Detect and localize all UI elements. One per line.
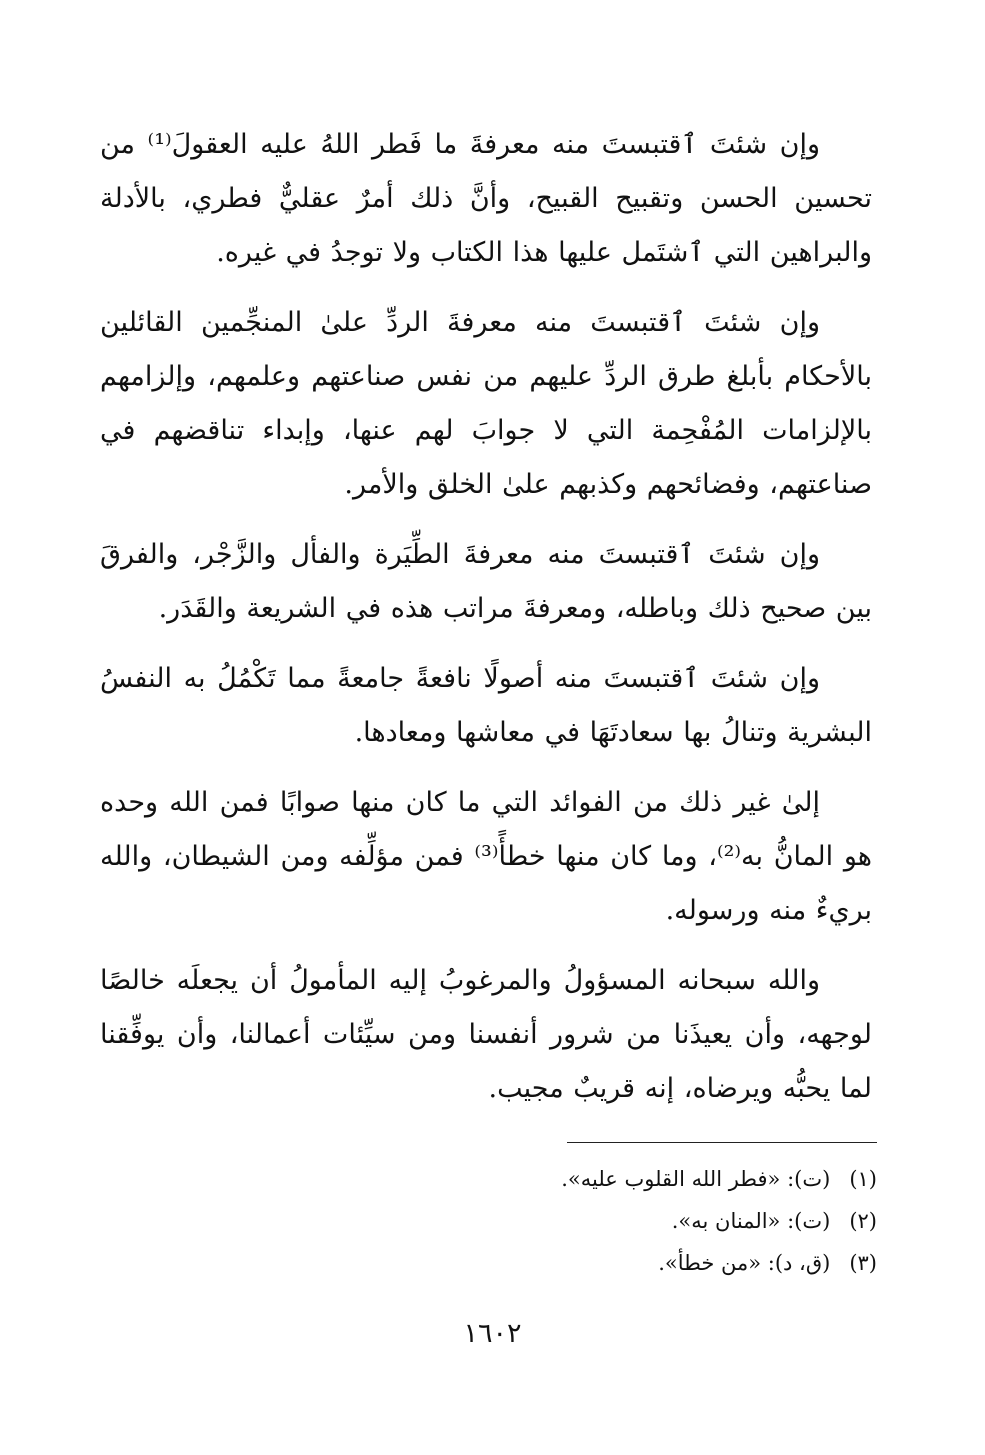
paragraph-5: إلىٰ غير ذلك من الفوائد التي ما كان منها صوابًا فمن الله وحده هو المانُّ به⁽²⁾، وما كان منها خطأً⁽³⁾ فمن مؤلِّفه ومن الشيطان، والله بريءٌ منه ورسوله. xyxy=(100,787,873,926)
footnote-text: (ق، د): «من خطأ». xyxy=(658,1251,831,1275)
footnote-text: (ت): «فطر الله القلوب عليه». xyxy=(561,1167,831,1191)
footnote-number: (٢) xyxy=(849,1209,877,1233)
footnotes xyxy=(177,1158,877,1284)
footnote-divider xyxy=(567,1142,877,1143)
footnote-2 xyxy=(177,1200,877,1242)
page-number: ١٦٠٢ xyxy=(463,1318,522,1349)
footnote-1 xyxy=(177,1158,877,1200)
main-text xyxy=(100,118,872,1132)
paragraph-1: وإن شئتَ ٱقتبستَ منه معرفةَ ما فَطر اللهُ عليه العقولَ⁽¹⁾ من تحسين الحسن وتقبيح القبيح، وأنَّ ذلك أمرٌ عقليٌّ فطري، بالأدلة والبراهين التي ٱشتَمل عليها هذا الكتاب ولا توجدُ في غيره. xyxy=(100,129,872,268)
footnote-3 xyxy=(177,1242,877,1284)
footnote-number: (١) xyxy=(849,1167,877,1191)
paragraph-6: والله سبحانه المسؤولُ والمرغوبُ إليه المأمولُ أن يجعلَه خالصًا لوجهه، وأن يعيذَنا من شرور أنفسنا ومن سيِّئات أعمالنا، وأن يوفِّقنا لما يحبُّه ويرضاه، إنه قريبٌ مجيب. xyxy=(100,965,872,1104)
paragraph-2: وإن شئتَ ٱقتبستَ منه معرفةَ الردِّ علىٰ المنجِّمين القائلين بالأحكام بأبلغ طرق الردِّ عليهم من نفس صناعتهم وعلمهم، وإلزامهم بالإلزامات المُفْحِمة التي لا جوابَ لهم عنها، وإبداء تناقضهم في صناعتهم، وفضائحهم وكذبهم علىٰ الخلق والأمر. xyxy=(100,307,872,500)
paragraph-4: وإن شئتَ ٱقتبستَ منه أصولًا نافعةً جامعةً مما تَكْمُلُ به النفسُ البشرية وتنالُ بها سعادتَهَا في معاشها ومعادها. xyxy=(100,663,872,748)
footnote-text: (ت): «المنان به». xyxy=(671,1209,831,1233)
footnote-number: (٣) xyxy=(849,1251,877,1275)
paragraph-3: وإن شئتَ ٱقتبستَ منه معرفةَ الطِّيَرة والفأل والزَّجْر، والفرقَ بين صحيح ذلك وباطله، ومعرفةَ مراتب هذه في الشريعة والقَدَر. xyxy=(100,539,872,624)
